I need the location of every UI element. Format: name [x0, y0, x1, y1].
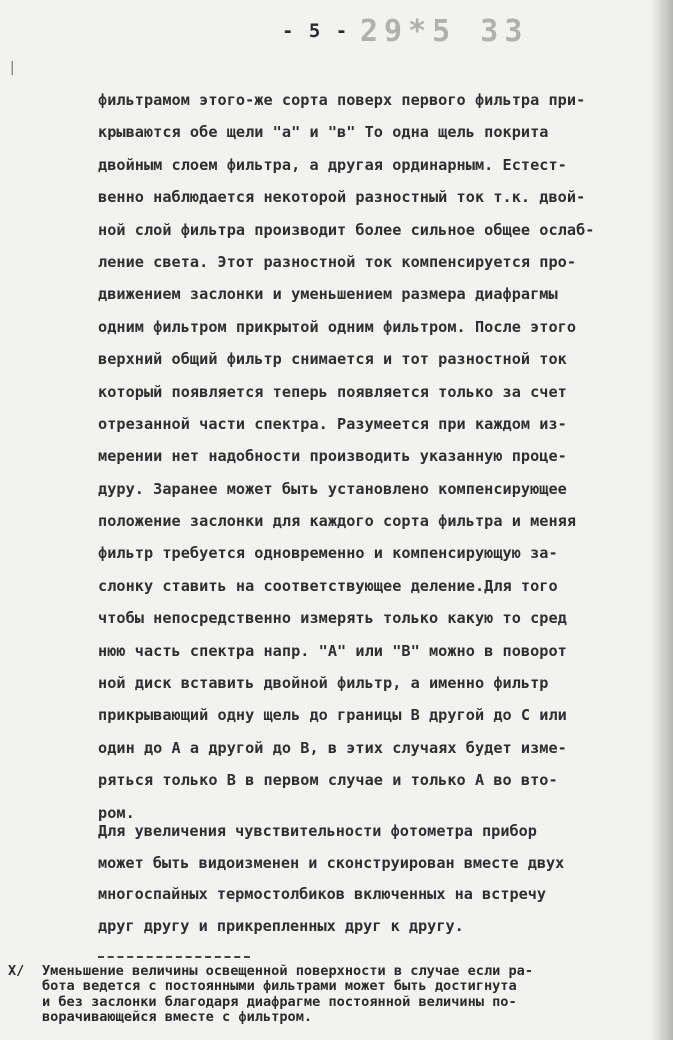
text-line: многоспайных термостолбиков включенных на встречу	[98, 885, 547, 903]
text-line: дуру. Заранее может быть установлено компенсирующее	[98, 479, 567, 498]
footnote-line: ворачивающейся вместе с фильтром.	[42, 1008, 313, 1025]
text-line: одним фильтром прикрытой одним фильтром. После этого	[98, 317, 577, 336]
text-line: фильтр требуется одновременно и компенсирующую за-	[98, 544, 558, 563]
text-line: отрезанной части спектра. Разумеется при каждом из-	[98, 414, 567, 433]
margin-tick-icon: |	[8, 60, 17, 76]
text-line: положение заслонки для каждого сорта фильтра и меняя	[98, 512, 577, 531]
footnote-divider	[98, 956, 250, 958]
text-line: мерении нет надобности производить указанную проце-	[98, 447, 567, 466]
text-line: Для увеличения чувствительности фотометра прибор	[98, 822, 537, 840]
footnote-line: и без заслонки благодаря диафрагме постоянной величины по-	[42, 993, 517, 1010]
footnote-line: бота ведется с постоянными фильтрами может быть достигнута	[42, 978, 517, 995]
footnote-mark: Х/	[8, 963, 25, 979]
text-line: венно наблюдается некоторой разностный ток т.к. двой-	[98, 188, 586, 207]
page-number: - 5 -	[282, 20, 350, 42]
text-line: крываются обе щели "а" и "в" То одна щель покрита	[98, 123, 549, 142]
text-line: прикрывающий одну щель до границы В другой до С или	[98, 706, 567, 725]
text-line: фильтрамом этого-же сорта поверх первого фильтра при-	[98, 91, 586, 109]
text-line: движением заслонки и уменьшением размера диафрагмы	[98, 285, 558, 304]
text-line: может быть видоизменен и сконструирован вместе двух	[98, 853, 565, 872]
text-line: ление света. Этот разностной ток компенсируется про-	[98, 252, 577, 271]
text-line: слонку ставить на соответствующее деление.Для того	[98, 576, 558, 595]
text-line: ром.	[98, 803, 135, 822]
text-line: друг другу и прикрепленных друг к другу.	[98, 916, 464, 935]
date-stamp: 29*5 33	[360, 14, 529, 49]
text-line: верхний общий фильтр снимается и тот разностной ток	[98, 350, 567, 369]
text-line: который появляется теперь появляется только за счет	[98, 382, 567, 401]
text-line: двойным слоем фильтра, а другая ординарным. Естест-	[98, 155, 567, 174]
text-line: чтобы непосредственно измерять только какую то сред	[98, 609, 567, 628]
page-header	[0, 14, 673, 54]
footnote-line: Уменьшение величины освещенной поверхности в случае если ра-	[42, 963, 534, 979]
main-paragraph	[98, 84, 646, 829]
text-line: нюю часть спектра напр. "А" или "В" можно в поворот	[98, 641, 567, 660]
text-line: ной слой фильтра производит более сильное общее ослаб-	[98, 220, 595, 239]
footnote	[8, 964, 668, 1025]
text-line: ряться только В в первом случае и только А во вто-	[98, 771, 558, 790]
second-paragraph	[98, 816, 646, 942]
text-line: ной диск вставить двойной фильтр, а именно фильтр	[98, 674, 549, 693]
text-line: один до А а другой до В, в этих случаях будет изме-	[98, 738, 567, 757]
